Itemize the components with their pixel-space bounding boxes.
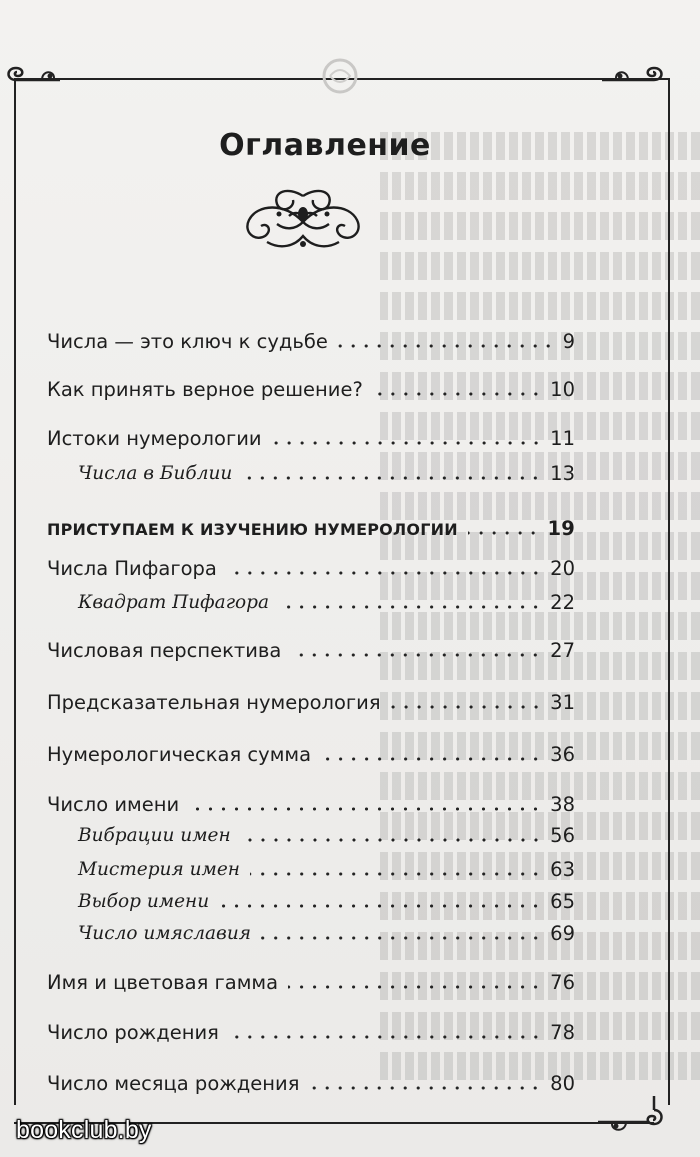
toc-entry-title: Квадрат Пифагора	[78, 591, 270, 613]
toc-entry-title: Числовая перспектива	[47, 638, 282, 662]
toc-entry-title: Число имяславия	[78, 922, 251, 944]
dot-leader	[261, 936, 542, 940]
toc-entry-page: 76	[550, 970, 575, 994]
toc-entry-page: 65	[550, 889, 575, 913]
toc-entry-page: 31	[550, 690, 575, 714]
toc-entry-title: Истоки нумерологии	[47, 426, 262, 450]
toc-entry-page: 78	[550, 1020, 575, 1044]
toc-entry-title: ПРИСТУПАЕМ К ИЗУЧЕНИЮ НУМЕРОЛОГИИ	[47, 520, 458, 539]
toc-entry-page: 38	[550, 792, 575, 816]
toc-entry[interactable]	[47, 418, 575, 448]
toc-subentry[interactable]	[47, 881, 575, 911]
toc-entry[interactable]	[47, 369, 575, 399]
toc-entry-page: 80	[550, 1071, 575, 1095]
toc-entry-title: Выбор имени	[78, 890, 210, 912]
dot-leader	[189, 807, 542, 811]
page-title	[0, 128, 700, 163]
dot-leader	[219, 904, 542, 908]
dot-leader	[272, 441, 543, 445]
toc-entry-title: Число имени	[47, 792, 180, 816]
corner-scroll-top-left-icon	[2, 58, 62, 94]
toc-entry[interactable]	[47, 682, 575, 712]
dot-leader	[468, 531, 540, 535]
toc-entry-title: Предсказательная нумерология	[47, 690, 381, 714]
toc-entry[interactable]	[47, 734, 575, 764]
faint-emblem-icon	[312, 56, 368, 96]
toc-subentry[interactable]	[47, 582, 575, 612]
toc-subentry[interactable]	[47, 913, 575, 943]
toc-entry-page: 36	[550, 742, 575, 766]
dot-leader	[309, 1086, 542, 1090]
toc-entry[interactable]	[47, 630, 575, 660]
toc-entry[interactable]	[47, 784, 575, 814]
toc-entry-title: Имя и цветовая гамма	[47, 970, 279, 994]
toc-entry-title: Число рождения	[47, 1020, 219, 1044]
toc-entry-page: 63	[550, 857, 575, 881]
toc-entry-title: Нумерологическая сумма	[47, 742, 312, 766]
toc-entry-page: 10	[550, 377, 575, 401]
toc-entry-page: 69	[550, 921, 575, 945]
toc-section-heading[interactable]	[47, 508, 575, 538]
dot-leader	[338, 344, 555, 348]
toc-entry-page: 27	[550, 638, 575, 662]
toc-entry-title: Как принять верное решение?	[47, 377, 363, 401]
toc-entry[interactable]	[47, 548, 575, 578]
toc-entry-page: 9	[562, 329, 575, 353]
toc-entry-page: 20	[550, 556, 575, 580]
dot-leader	[391, 705, 543, 709]
page-title-text: Оглавление	[219, 128, 431, 163]
dot-leader	[373, 392, 542, 396]
toc-entry-title: Мистерия имен	[78, 858, 240, 880]
toc-entry-title: Числа в Библии	[78, 462, 233, 484]
toc-entry-title: Числа Пифагора	[47, 556, 217, 580]
toc-entry-title: Числа — это ключ к судьбе	[47, 329, 328, 353]
toc-entry[interactable]	[47, 321, 575, 351]
site-watermark: bookclub.by	[16, 1116, 152, 1144]
dot-leader	[241, 838, 542, 842]
dot-leader	[227, 571, 542, 575]
toc-entry[interactable]	[47, 962, 575, 992]
corner-scroll-top-right-icon	[600, 58, 668, 98]
toc-entry-page: 22	[550, 590, 575, 614]
floral-ornament-icon	[237, 186, 369, 252]
dot-leader	[321, 757, 542, 761]
toc-entry-page: 19	[547, 516, 575, 540]
toc-entry[interactable]	[47, 1063, 575, 1093]
toc-entry-title: Число месяца рождения	[47, 1071, 300, 1095]
toc-entry-page: 56	[550, 823, 575, 847]
toc-entry[interactable]	[47, 1012, 575, 1042]
toc-subentry[interactable]	[47, 849, 575, 879]
dot-leader	[229, 1035, 542, 1039]
corner-scroll-bottom-right-icon	[596, 1096, 668, 1136]
toc-entry-page: 13	[550, 461, 575, 485]
dot-leader	[288, 985, 542, 989]
dot-leader	[279, 605, 542, 609]
toc-entry-title: Вибрации имен	[78, 824, 231, 846]
dot-leader	[250, 872, 542, 876]
toc-subentry[interactable]	[47, 453, 575, 483]
toc-subentry[interactable]	[47, 815, 575, 845]
dot-leader	[291, 653, 542, 657]
dot-leader	[242, 476, 542, 480]
toc-entry-page: 11	[550, 426, 575, 450]
